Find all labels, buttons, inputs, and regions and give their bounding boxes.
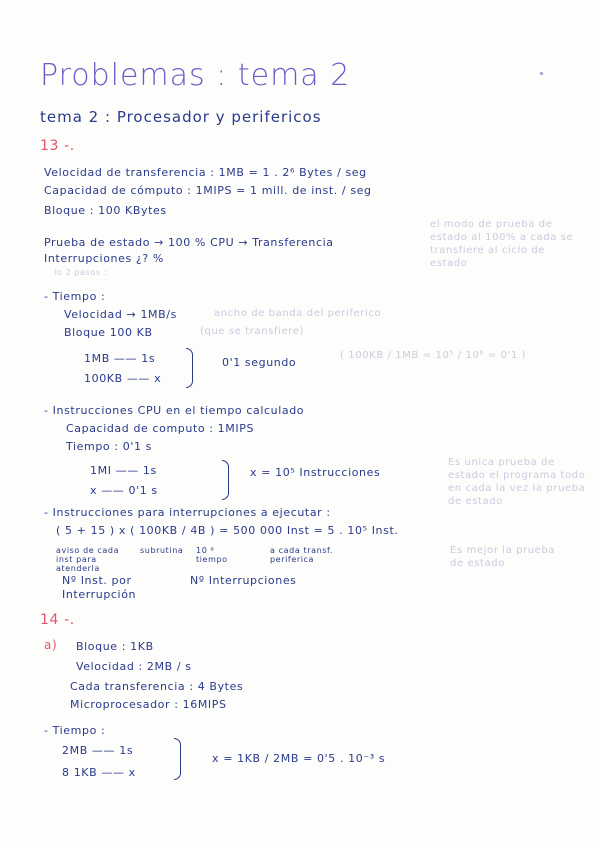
p13-instrucciones-label: - Instrucciones CPU en el tiempo calculado [44, 404, 305, 417]
p14-bloque: Bloque : 1KB [76, 640, 154, 653]
p14-rule-row2: 8 1KB —— x [62, 766, 136, 779]
p13-rule2-ghost: Es unica prueba de estado el programa todo en cada la vez la prueba de estado [448, 457, 586, 507]
p14-velocidad: Velocidad : 2MB / s [76, 660, 192, 673]
p13-note-transf: a cada transf. periferica [270, 546, 334, 564]
p13-interrupciones-line: Interrupciones ¿? % [44, 252, 164, 265]
p13-velocidad-line: Velocidad de transferencia : 1MB = 1 . 2⁶ Bytes / seg [44, 166, 367, 179]
p14-rule-brace [174, 738, 181, 780]
p13-rule2-row1: 1MI —— 1s [90, 464, 157, 477]
p13-tiempo-label: - Tiempo : [44, 290, 106, 303]
p13-note-subrutina: subrutina [140, 546, 184, 555]
p13-rule2-row2: x —— 0'1 s [90, 484, 158, 497]
p13-rule1-brace [186, 348, 193, 388]
paper-mark [540, 72, 543, 75]
problem-13-number: 13 -. [40, 138, 75, 154]
p14-result: x = 1KB / 2MB = 0'5 . 10⁻³ s [212, 752, 386, 765]
page-title: Problemas : tema 2 [40, 58, 351, 93]
p14-cada-transferencia: Cada transferencia : 4 Bytes [70, 680, 244, 693]
p13-interrupciones-formula: ( 5 + 15 ) x ( 100KB / 4B ) = 500 000 Inst = 5 . 10⁵ Inst. [56, 524, 399, 537]
p13-note-aviso: aviso de cada inst para atenderla [56, 546, 120, 573]
p13-interrupciones-ghost: Es mejor la prueba de estado [450, 545, 556, 569]
page-subtitle: tema 2 : Procesador y perifericos [40, 108, 322, 126]
p13-ninst-label: Nº Inst. por Interrupción [62, 574, 137, 601]
p14-tiempo-label: - Tiempo : [44, 724, 106, 737]
p13-prueba-line: Prueba de estado → 100 % CPU → Transferencia [44, 236, 334, 249]
p13-velocidad-ghost: ancho de banda del periferico [214, 308, 382, 319]
p13-bloque-100kb: Bloque 100 KB [64, 326, 153, 339]
p13-capacidad-line: Capacidad de cómputo : 1MIPS = 1 mill. de inst. / seg [44, 184, 372, 197]
p13-bloque-line: Bloque : 100 KBytes [44, 204, 167, 217]
p13-ninterr-label: Nº Interrupciones [190, 574, 297, 587]
problem-14-number: 14 -. [40, 612, 75, 628]
p13-interrupciones-label: - Instrucciones para interrupciones a ejecutar : [44, 506, 331, 519]
p13-velocidad-1mb: Velocidad → 1MB/s [64, 308, 177, 321]
p13-rule2-result: x = 10⁵ Instrucciones [250, 466, 381, 479]
p13-rule1-result: 0'1 segundo [222, 356, 297, 369]
p13-capacidad-1mips: Capacidad de computo : 1MIPS [66, 422, 255, 435]
p14-rule-row1: 2MB —— 1s [62, 744, 134, 757]
p13-rule2-brace [222, 460, 229, 500]
p13-ghost-pasos: lo 2 pasos : [54, 268, 107, 277]
p13-rule1-row2: 100KB —— x [84, 372, 162, 385]
p13-rule1-ghost: ( 100KB / 1MB = 10⁵ / 10⁶ = 0'1 ) [340, 350, 527, 361]
p13-ghost-side-note: el modo de prueba de estado al 100% a cada se transfiere al ciclo de estado [430, 219, 574, 269]
p13-note-tiempo: 10 ⁸ tiempo [196, 546, 228, 564]
p13-rule1-row1: 1MB —— 1s [84, 352, 156, 365]
p14-microprocesador: Microprocesador : 16MIPS [70, 698, 227, 711]
p13-tiempo-01: Tiempo : 0'1 s [66, 440, 152, 453]
p14-part-a: a) [44, 638, 58, 652]
p13-bloque-ghost: (que se transfiere) [200, 326, 304, 337]
